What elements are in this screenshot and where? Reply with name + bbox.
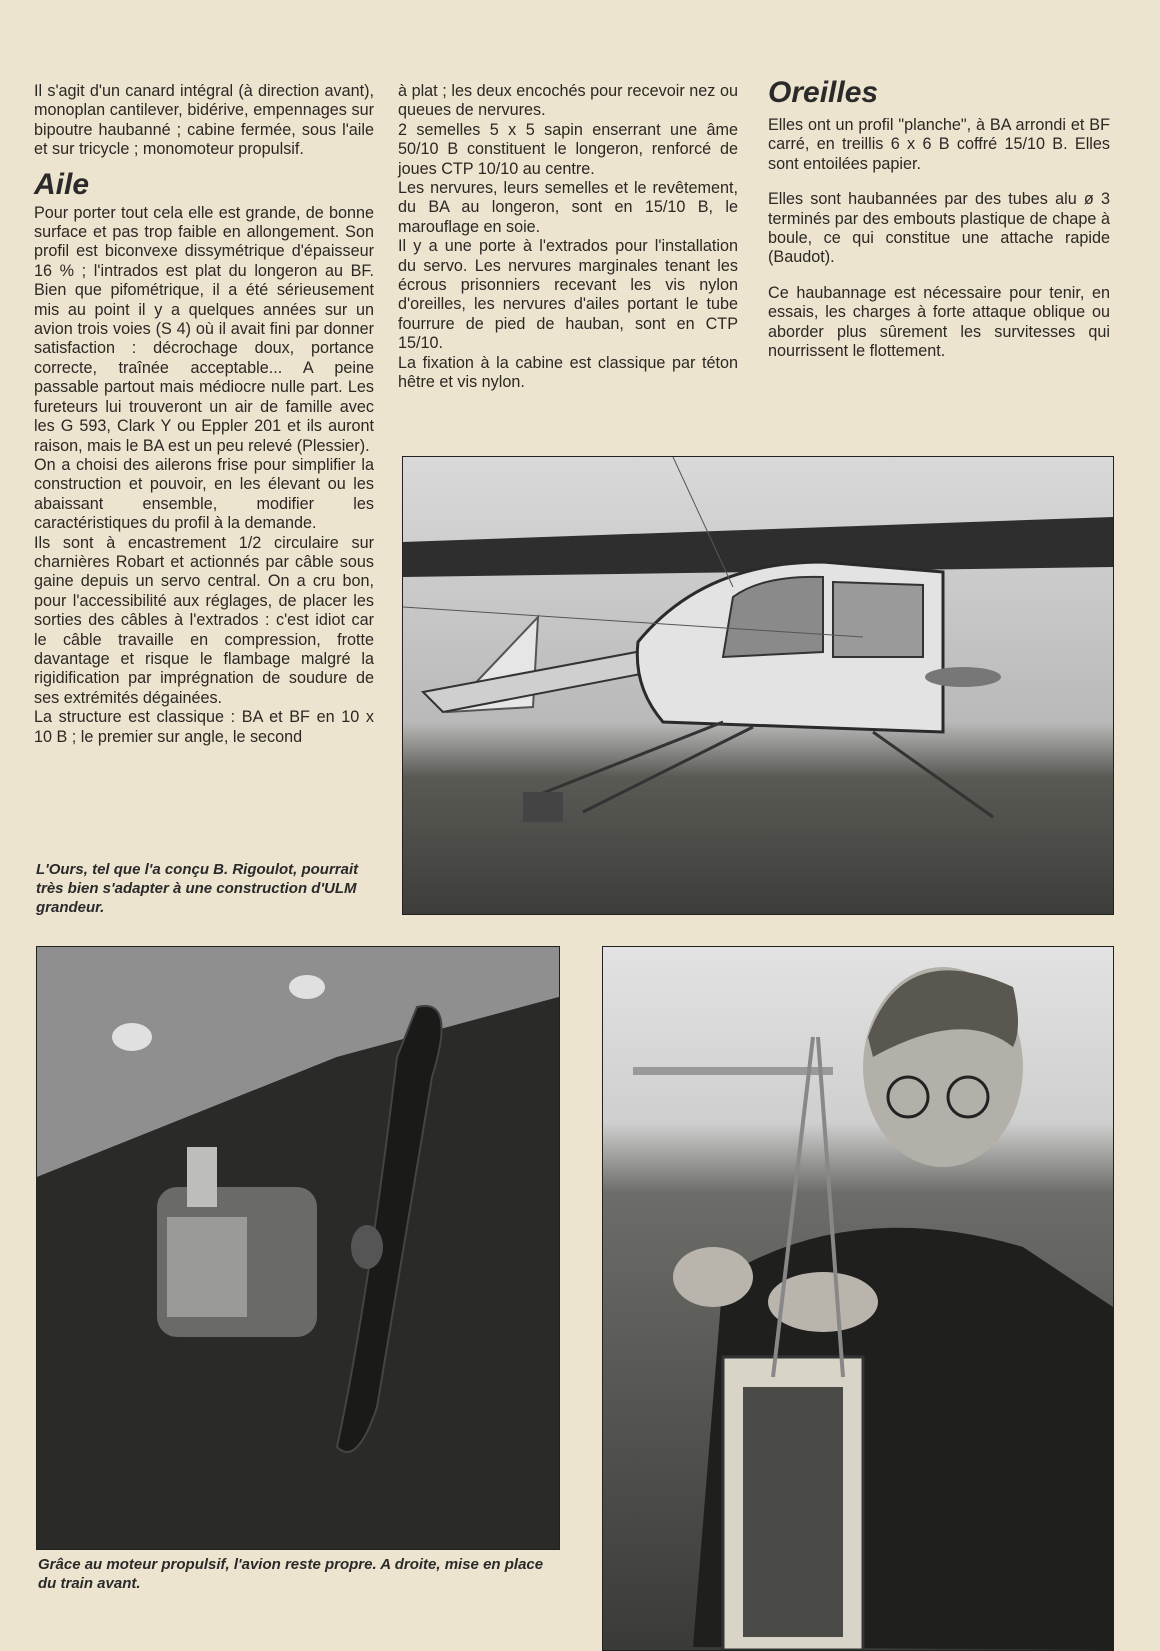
photo-engine-propeller — [36, 946, 560, 1550]
paragraph: Pour porter tout cela elle est grande, de bonne surface et pas trop faible en allongement. Son profil est biconvexe dissymétrique d'épaisseur 16 % ; l'intrados est plat du longeron au BF. Bien que pifométrique, il a été sérieusement mis au point il y a quelques années sur un avion trois voies (S 4) où il avait fini par donner satisfaction : décrochage doux, portance correcte, traînée acceptable... A peine passable partout mais médiocre nulle part. Les fureteurs lui trouveront un air de famille avec les G 593, Clark Y ou Eppler 201 et ils auront raison, mais le BA est un peu relevé (Plessier). — [34, 203, 374, 455]
paragraph: Elles ont un profil "planche", à BA arrondi et BF carré, en treillis 6 x 6 B coffré 15/10 B. Elles sont entoilées papier. — [768, 116, 1110, 173]
paragraph: La structure est classique : BA et BF en 10 x 10 B ; le premier sur angle, le second — [34, 708, 374, 746]
paragraph: On a choisi des ailerons frise pour simplifier la construction et pouvoir, en les élevant ou les abaissant ensemble, modifier les caractéristiques du profil à la demande. — [34, 455, 374, 533]
paragraph: 2 semelles 5 x 5 sapin enserrant une âme 50/10 B constituent le longeron, renforcé de joues CTP 10/10 au centre. — [398, 120, 738, 178]
paragraph: La fixation à la cabine est classique par téton hêtre et vis nylon. — [398, 353, 738, 392]
article-column-1 — [34, 82, 374, 747]
caption-aircraft: L'Ours, tel que l'a conçu B. Rigoulot, pourrait très bien s'adapter à une construction d'ULM grandeur. — [36, 861, 359, 916]
article-column-3 — [768, 76, 1110, 361]
section-heading-oreilles: Oreilles — [768, 76, 879, 109]
paragraph: Ce haubannage est nécessaire pour tenir, en essais, les charges à forte attaque oblique ou aborder plus sûrement les survitesses qui nourrissent le flottement. — [768, 283, 1110, 361]
paragraph: à plat ; les deux encochés pour recevoir nez ou queues de nervures. — [398, 82, 738, 120]
caption-engine-and-gear: Grâce au moteur propulsif, l'avion reste propre. A droite, mise en place du train avant. — [38, 1556, 544, 1592]
intro-paragraph: Il s'agit d'un canard intégral (à direction avant), monoplan cantilever, bidérive, empennages sur bipoutre haubanné ; cabine fermée, sous l'aile et sur tricycle ; monomoteur propulsif. — [34, 82, 374, 159]
paragraph: Il y a une porte à l'extrados pour l'installation du servo. Les nervures marginales tenant les écrous prisonniers recevant les vis nylon d'oreilles, les nervures d'ailes portant le tube fourrure de pied de hauban, sont en CTP 15/10. — [398, 237, 738, 353]
article-column-2 — [398, 82, 738, 393]
photo-man-fitting-gear — [602, 946, 1114, 1651]
section-heading-aile: Aile — [34, 167, 90, 201]
paragraph: Elles sont haubannées par des tubes alu ø 3 terminés par des embouts plastique de chape à boule, ce qui constitue une attache rapide (Baudot). — [768, 190, 1110, 267]
paragraph: Ils sont à encastrement 1/2 circulaire sur charnières Robart et actionnés par câble sous gaine depuis un servo central. On a cru bon, pour l'accessibilité aux réglages, de placer les sorties des câbles à l'extrados : c'est idiot car le câble travaille en compression, frotte davantage et risque le flambage malgré la rigidification par imprégnation de soudure de ses extrémités dégainées. — [34, 533, 374, 707]
photo-aircraft-on-field — [402, 456, 1114, 915]
paragraph: Les nervures, leurs semelles et le revêtement, du BA au longeron, sont en 15/10 B, le marouflage en soie. — [398, 179, 738, 236]
